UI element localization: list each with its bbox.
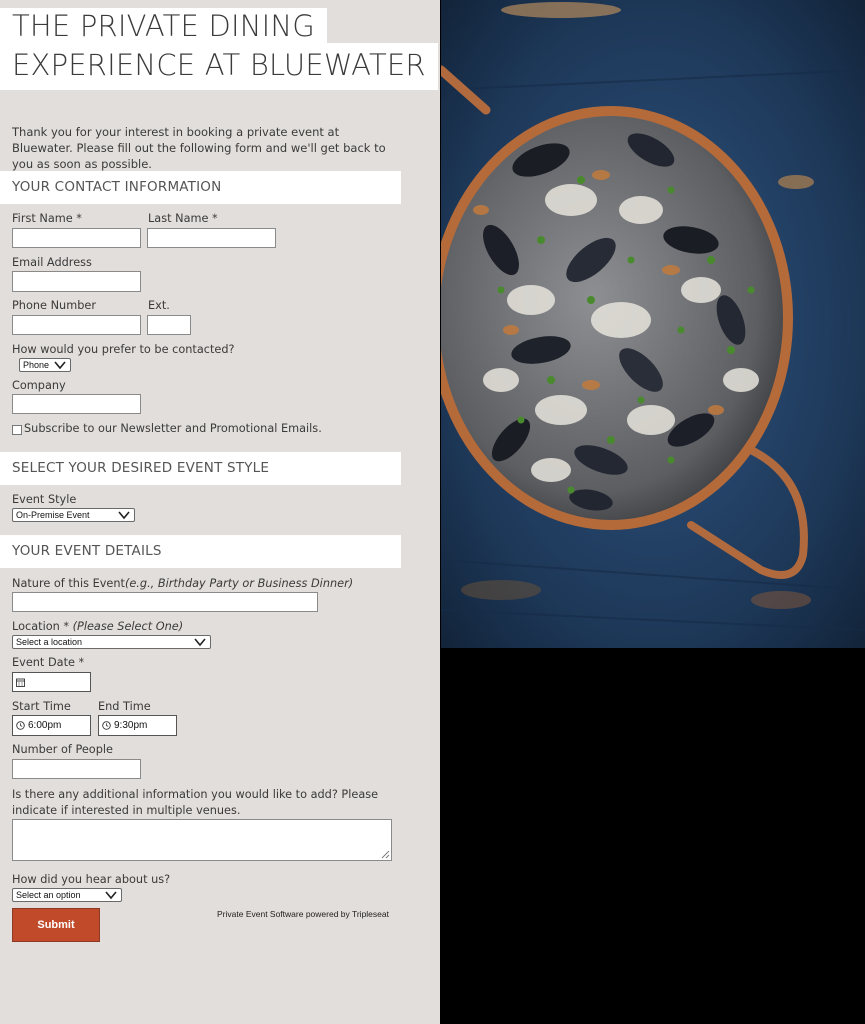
contact-pref-label: How would you prefer to be contacted? <box>12 343 235 356</box>
clock-icon <box>102 721 111 730</box>
newsletter-checkbox[interactable] <box>12 425 22 435</box>
ext-input[interactable] <box>147 315 191 335</box>
people-label: Number of People <box>12 743 113 756</box>
nature-label-text: Nature of this Event <box>12 577 125 590</box>
chevron-down-icon <box>118 510 130 520</box>
event-style-value: On-Premise Event <box>16 510 90 520</box>
location-label-text: Location * <box>12 620 73 633</box>
hear-label: How did you hear about us? <box>12 873 171 886</box>
start-time-label: Start Time <box>12 700 71 713</box>
first-name-input[interactable] <box>12 228 141 248</box>
mussels-photo <box>441 0 865 648</box>
event-style-label: Event Style <box>12 493 77 506</box>
chevron-down-icon <box>54 360 66 370</box>
first-name-label: First Name * <box>12 212 82 225</box>
location-hint: (Please Select One) <box>72 620 184 633</box>
section-contact-info: YOUR CONTACT INFORMATION <box>0 171 401 204</box>
page-title-line-2: EXPERIENCE AT BLUEWATER <box>0 43 438 90</box>
page-title-line-1: THE PRIVATE DINING <box>0 8 327 45</box>
last-name-input[interactable] <box>147 228 276 248</box>
newsletter-label: Subscribe to our Newsletter and Promotional Emails. <box>24 422 322 435</box>
additional-info-label: Is there any additional information you would like to add? Please indicate if interested in multiple venues. <box>12 788 379 817</box>
company-label: Company <box>12 379 66 392</box>
email-input[interactable] <box>12 271 141 292</box>
clock-icon <box>16 721 25 730</box>
last-name-label: Last Name * <box>148 212 218 225</box>
email-label: Email Address <box>12 256 92 269</box>
contact-pref-select[interactable] <box>19 358 71 372</box>
event-style-select[interactable] <box>12 508 135 522</box>
end-time-value: 9:30pm <box>114 720 148 731</box>
people-input[interactable] <box>12 759 141 779</box>
start-time-input[interactable] <box>12 715 91 736</box>
chevron-down-icon <box>105 890 117 900</box>
nature-label <box>12 577 353 590</box>
end-time-label: End Time <box>98 700 151 713</box>
resize-handle-icon[interactable] <box>381 850 390 859</box>
phone-label: Phone Number <box>12 299 96 312</box>
empty-black-area <box>441 648 865 1024</box>
ext-label: Ext. <box>148 299 170 312</box>
section-event-style: SELECT YOUR DESIRED EVENT STYLE <box>0 452 401 485</box>
nature-input[interactable] <box>12 592 318 612</box>
powered-by-link[interactable]: Private Event Software powered by Tripleseat <box>217 909 389 919</box>
end-time-input[interactable] <box>98 715 177 736</box>
additional-info-textarea[interactable] <box>12 819 392 861</box>
location-label <box>12 620 183 633</box>
hear-select[interactable] <box>12 888 122 902</box>
event-date-input[interactable] <box>12 672 91 692</box>
intro-text: Thank you for your interest in booking a private event at Bluewater. Please fill out the following form and we'll get back to you as soon as possible. <box>12 125 386 171</box>
mussels-pan-image <box>441 0 865 648</box>
location-value: Select a location <box>16 637 83 647</box>
phone-input[interactable] <box>12 315 141 335</box>
nature-hint: (e.g., Birthday Party or Business Dinner) <box>124 577 354 590</box>
start-time-value: 6:00pm <box>28 720 62 731</box>
company-input[interactable] <box>12 394 141 414</box>
submit-button[interactable]: Submit <box>12 908 100 942</box>
event-date-label: Event Date * <box>12 656 85 669</box>
section-event-details: YOUR EVENT DETAILS <box>0 535 401 568</box>
chevron-down-icon <box>194 637 206 647</box>
calendar-icon <box>16 678 25 687</box>
contact-pref-value: Phone <box>23 360 50 370</box>
location-select[interactable] <box>12 635 211 649</box>
hear-value: Select an option <box>16 890 81 900</box>
